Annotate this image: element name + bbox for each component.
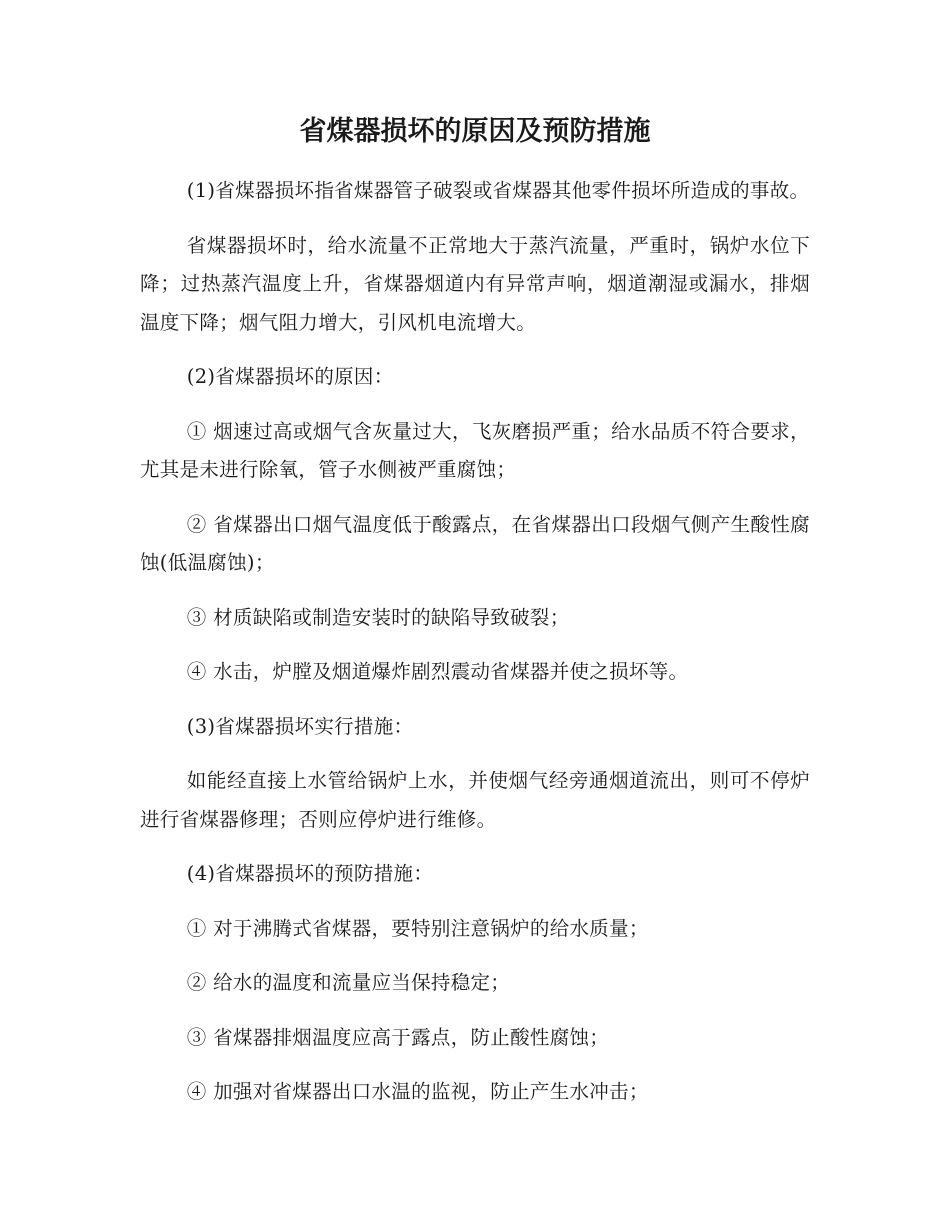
paragraph-4-prevention-heading: (4)省煤器损坏的预防措施： (186, 862, 434, 885)
paragraph-2-causes-heading: (2)省煤器损坏的原因： (186, 365, 394, 388)
document-title: 省煤器损坏的原因及预防措施 (299, 116, 651, 147)
cause-item-1: ① 烟速过高或烟气含灰量过大，飞灰磨损严重；给水品质不符合要求，尤其是未进行除氧，管子水侧被严重腐蚀； (140, 419, 810, 481)
paragraph-3-measures-heading: (3)省煤器损坏实行措施： (186, 714, 414, 738)
prevention-item-4: ④ 加强对省煤器出口水温的监视，防止产生水冲击； (186, 1080, 649, 1103)
cause-item-4: ④ 水击，炉膛及烟道爆炸剧烈震动省煤器并使之损坏等。 (186, 660, 689, 683)
prevention-item-2: ② 给水的温度和流量应当保持稳定； (186, 971, 511, 994)
measures-text: 如能经直接上水管给锅炉上水，并使烟气经旁通烟道流出，则可不停炉进行省煤器修理；否则应停炉进行维修。 (140, 769, 810, 831)
prevention-item-1: ① 对于沸腾式省煤器，要特别注意锅炉的给水质量； (186, 916, 649, 940)
cause-item-3: ③ 材质缺陷或制造安装时的缺陷导致破裂； (186, 605, 570, 629)
paragraph-1-definition: (1)省煤器损坏指省煤器管子破裂或省煤器其他零件损坏所造成的事故。 (186, 179, 810, 202)
paragraph-symptoms: 省煤器损坏时，给水流量不正常地大于蒸汽流量，严重时，锅炉水位下降；过热蒸汽温度上升，省煤器烟道内有异常声响，烟道潮湿或漏水，排烟温度下降；烟气阻力增大，引风机电流增大。 (140, 233, 810, 334)
cause-item-2: ② 省煤器出口烟气温度低于酸露点，在省煤器出口段烟气侧产生酸性腐蚀(低温腐蚀)； (140, 512, 810, 574)
prevention-item-3: ③ 省煤器排烟温度应高于露点，防止酸性腐蚀； (186, 1025, 610, 1049)
